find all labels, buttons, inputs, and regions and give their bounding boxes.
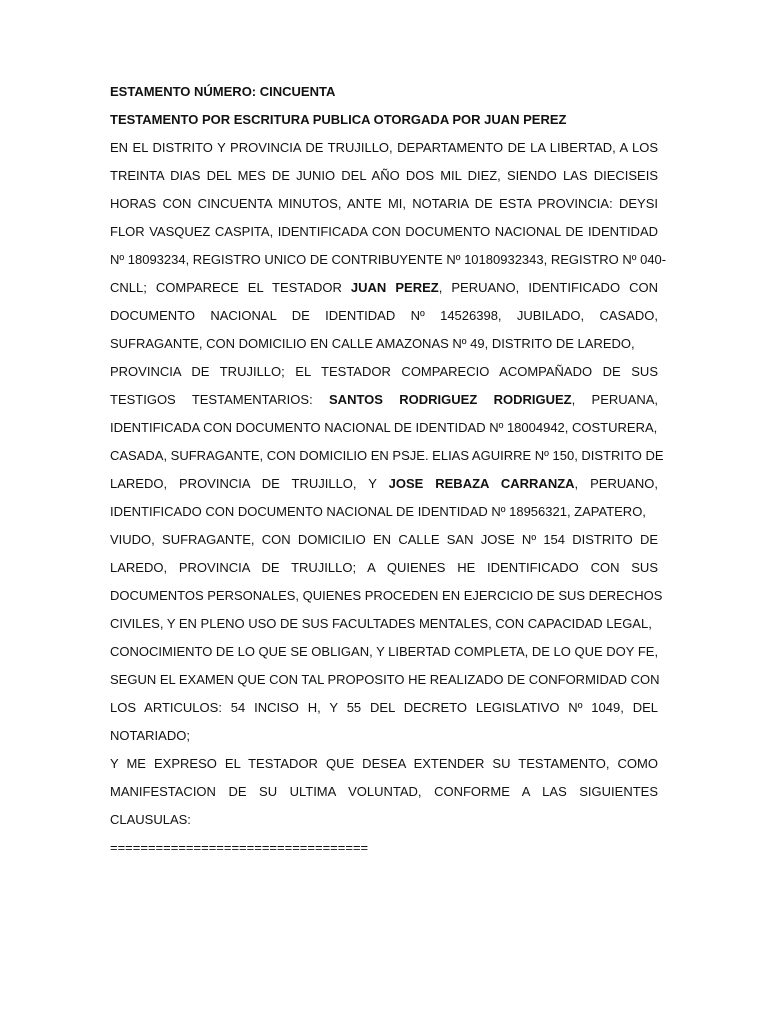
- body-line: [110, 755, 658, 773]
- line-text: EN EL DISTRITO Y PROVINCIA DE TRUJILLO, DEPARTAMENTO DE LA LIBERTAD, A LOS: [110, 140, 658, 155]
- line-text: TESTIGOS TESTAMENTARIOS:: [110, 392, 330, 407]
- line-text: LAREDO, PROVINCIA DE TRUJILLO, Y: [110, 476, 389, 491]
- bold-name-text: JUAN PEREZ: [350, 280, 439, 295]
- body-line: [110, 783, 658, 801]
- line-text: TREINTA DIAS DEL MES DE JUNIO DEL AÑO DOS MIL DIEZ, SIENDO LAS DIECISEIS: [110, 168, 658, 183]
- body-line: [110, 643, 658, 661]
- body-line: [110, 447, 664, 465]
- line-text: LOS ARTICULOS: 54 INCISO H, Y 55 DEL DECRETO LEGISLATIVO Nº 1049, DEL: [110, 700, 658, 715]
- body-line: [110, 699, 658, 717]
- body-line: [110, 839, 658, 857]
- line-text: , PERUANO, IDENTIFICADO CON: [438, 280, 658, 295]
- line-text: , PERUANO,: [574, 476, 659, 491]
- body-line: [110, 419, 658, 437]
- bold-name-text: SANTOS RODRIGUEZ RODRIGUEZ: [329, 392, 572, 407]
- body-line: [110, 391, 658, 409]
- line-text: NOTARIADO;: [110, 728, 190, 743]
- line-text: MANIFESTACION DE SU ULTIMA VOLUNTAD, CONFORME A LAS SIGUIENTES: [110, 784, 658, 799]
- line-text: CLAUSULAS:: [110, 812, 191, 827]
- body-line: [110, 279, 658, 297]
- line-text: FLOR VASQUEZ CASPITA, IDENTIFICADA CON DOCUMENTO NACIONAL DE IDENTIDAD: [110, 224, 658, 239]
- body-line: [110, 223, 658, 241]
- bold-name-text: JOSE REBAZA CARRANZA: [388, 476, 575, 491]
- body-line: [110, 195, 658, 213]
- body-line: [110, 251, 667, 269]
- line-text: CONOCIMIENTO DE LO QUE SE OBLIGAN, Y LIBERTAD COMPLETA, DE LO QUE DOY FE,: [110, 644, 659, 659]
- body-line: [110, 727, 658, 745]
- line-text: PROVINCIA DE TRUJILLO; EL TESTADOR COMPARECIO ACOMPAÑADO DE SUS: [110, 364, 658, 379]
- line-text: CIVILES, Y EN PLENO USO DE SUS FACULTADES MENTALES, CON CAPACIDAD LEGAL,: [110, 616, 652, 631]
- line-text: DOCUMENTOS PERSONALES, QUIENES PROCEDEN EN EJERCICIO DE SUS DERECHOS: [110, 588, 663, 603]
- line-text: , PERUANA,: [571, 392, 659, 407]
- line-text: VIUDO, SUFRAGANTE, CON DOMICILIO EN CALLE SAN JOSE Nº 154 DISTRITO DE: [110, 532, 658, 547]
- line-text: SEGUN EL EXAMEN QUE CON TAL PROPOSITO HE REALIZADO DE CONFORMIDAD CON: [110, 672, 660, 687]
- body-line: [110, 587, 663, 605]
- body-line: [110, 167, 658, 185]
- line-text: Y ME EXPRESO EL TESTADOR QUE DESEA EXTENDER SU TESTAMENTO, COMO: [110, 756, 658, 771]
- body-line: [110, 531, 658, 549]
- body-line: [110, 559, 658, 577]
- body-line: [110, 475, 658, 493]
- body-line: [110, 503, 658, 521]
- line-text: IDENTIFICADA CON DOCUMENTO NACIONAL DE IDENTIDAD Nº 18004942, COSTURERA,: [110, 420, 658, 435]
- body-line: [110, 307, 658, 325]
- document-heading-title: TESTAMENTO POR ESCRITURA PUBLICA OTORGADA POR JUAN PEREZ: [110, 112, 567, 127]
- line-text: CASADA, SUFRAGANTE, CON DOMICILIO EN PSJE. ELIAS AGUIRRE Nº 150, DISTRITO DE: [110, 448, 664, 463]
- line-text: HORAS CON CINCUENTA MINUTOS, ANTE MI, NOTARIA DE ESTA PROVINCIA: DEYSI: [110, 196, 658, 211]
- line-text: IDENTIFICADO CON DOCUMENTO NACIONAL DE IDENTIDAD Nº 18956321, ZAPATERO,: [110, 504, 646, 519]
- body-line: [110, 811, 658, 829]
- body-line: [110, 615, 658, 633]
- body-line: [110, 335, 658, 353]
- line-text: LAREDO, PROVINCIA DE TRUJILLO; A QUIENES HE IDENTIFICADO CON SUS: [110, 560, 658, 575]
- line-text: CNLL; COMPARECE EL TESTADOR: [110, 280, 351, 295]
- line-text: Nº 18093234, REGISTRO UNICO DE CONTRIBUYENTE Nº 10180932343, REGISTRO Nº 040-: [110, 252, 667, 267]
- body-line: [110, 363, 658, 381]
- body-line: [110, 139, 658, 157]
- line-text: DOCUMENTO NACIONAL DE IDENTIDAD Nº 14526398, JUBILADO, CASADO,: [110, 308, 658, 323]
- body-line: [110, 671, 658, 689]
- document-heading-number: ESTAMENTO NÚMERO: CINCUENTA: [110, 84, 336, 99]
- line-text: SUFRAGANTE, CON DOMICILIO EN CALLE AMAZONAS Nº 49, DISTRITO DE LAREDO,: [110, 336, 635, 351]
- line-text: ==================================: [110, 840, 369, 855]
